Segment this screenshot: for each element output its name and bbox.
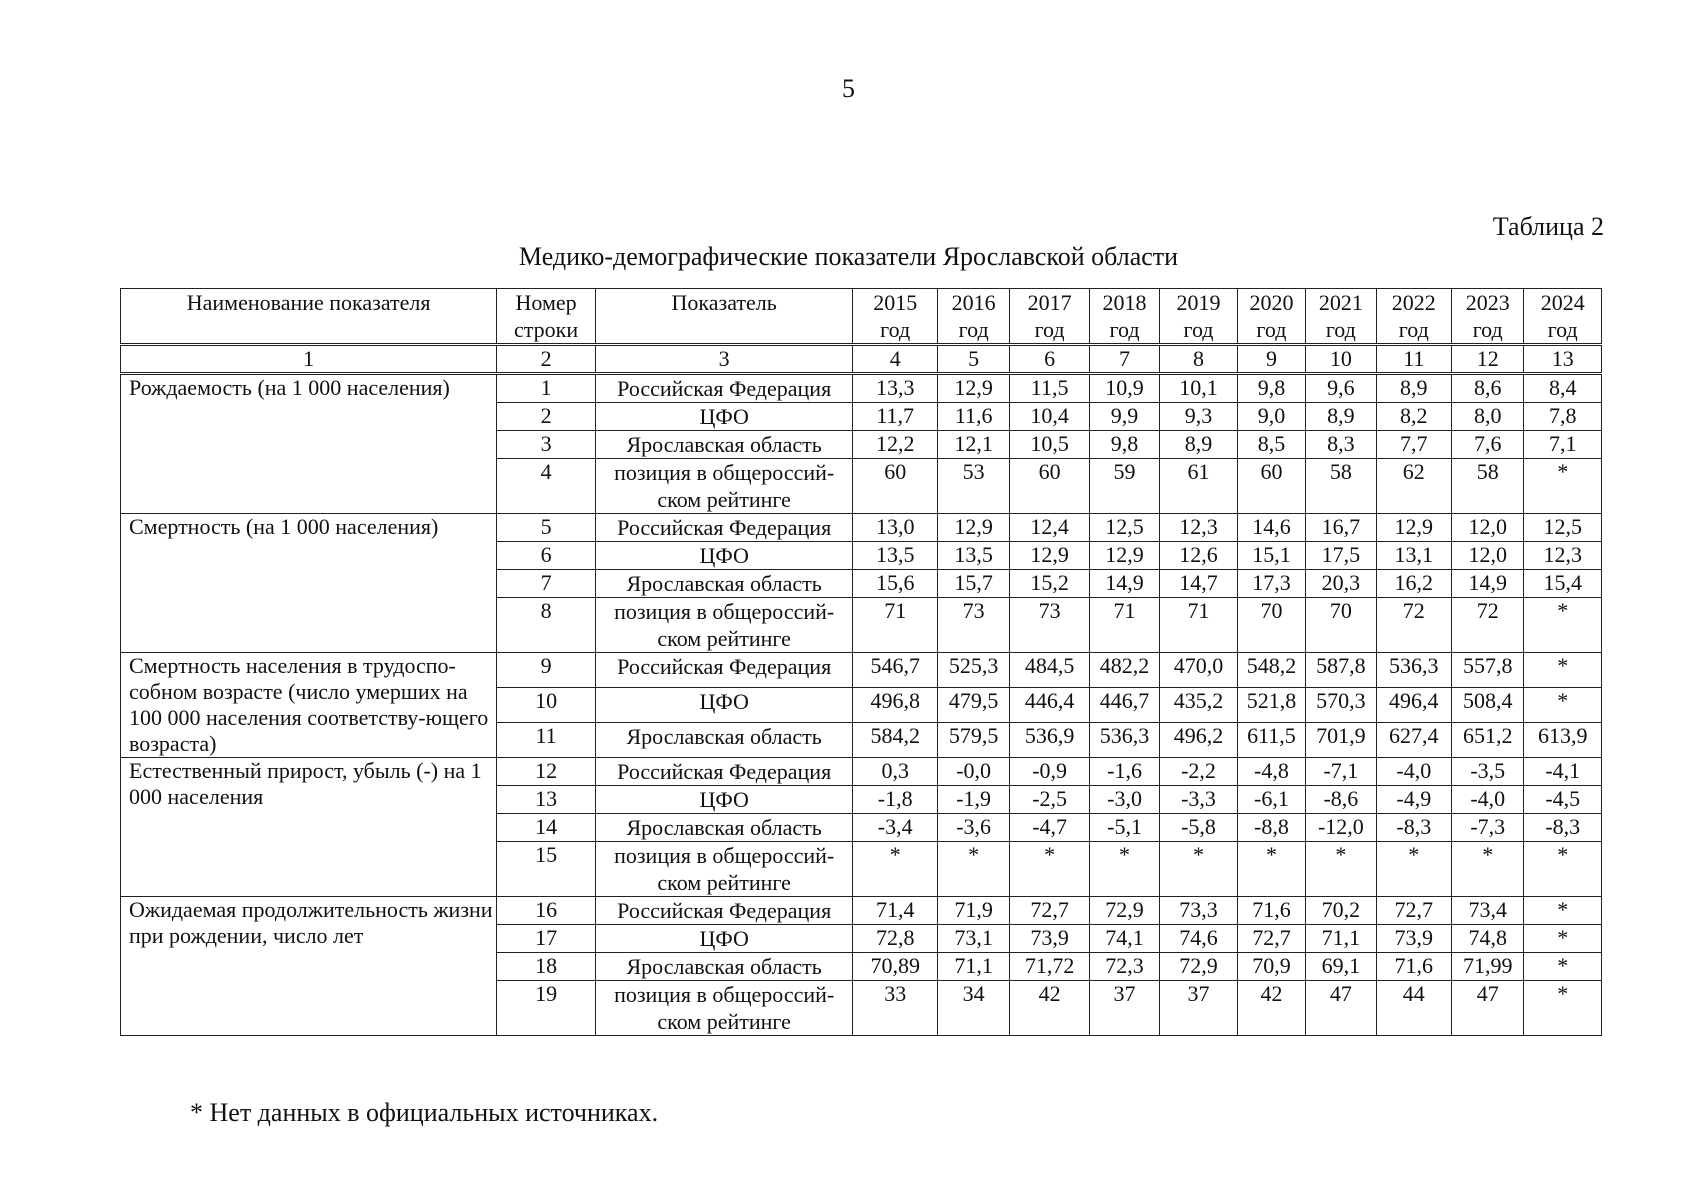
header-year: 2023 год — [1452, 289, 1524, 345]
row-number: 12 — [497, 758, 596, 786]
value-cell: 73 — [937, 598, 1009, 653]
group-name: Рождаемость (на 1 000 населения) — [121, 374, 497, 514]
value-cell: 73,9 — [1376, 925, 1451, 953]
value-cell: * — [1524, 842, 1602, 897]
value-cell: 71,1 — [1306, 925, 1376, 953]
value-cell: * — [1237, 842, 1305, 897]
value-cell: 15,4 — [1524, 570, 1602, 598]
row-number: 8 — [497, 598, 596, 653]
value-cell: 16,7 — [1306, 514, 1376, 542]
value-cell: -1,6 — [1089, 758, 1159, 786]
column-index: 6 — [1010, 345, 1089, 374]
value-cell: 9,0 — [1237, 403, 1305, 431]
column-index: 3 — [595, 345, 853, 374]
value-cell: -0,9 — [1010, 758, 1089, 786]
value-cell: -4,1 — [1524, 758, 1602, 786]
column-index: 7 — [1089, 345, 1159, 374]
value-cell: * — [1010, 842, 1089, 897]
value-cell: 13,3 — [853, 374, 938, 403]
value-cell: 69,1 — [1306, 953, 1376, 981]
value-cell: 70,89 — [853, 953, 938, 981]
value-cell: 10,5 — [1010, 431, 1089, 459]
value-cell: 484,5 — [1010, 653, 1089, 688]
column-index: 8 — [1160, 345, 1237, 374]
row-number: 6 — [497, 542, 596, 570]
value-cell: 10,1 — [1160, 374, 1237, 403]
value-cell: 15,1 — [1237, 542, 1305, 570]
value-cell: 11,5 — [1010, 374, 1089, 403]
value-cell: 71,4 — [853, 897, 938, 925]
value-cell: * — [1376, 842, 1451, 897]
value-cell: 60 — [1237, 459, 1305, 514]
row-number: 10 — [497, 688, 596, 723]
header-row — [121, 289, 1602, 345]
column-index: 12 — [1452, 345, 1524, 374]
value-cell: -4,0 — [1376, 758, 1451, 786]
value-cell: * — [937, 842, 1009, 897]
value-cell: 61 — [1160, 459, 1237, 514]
indicator-label: Ярославская область — [595, 431, 853, 459]
row-number: 7 — [497, 570, 596, 598]
value-cell: 70 — [1306, 598, 1376, 653]
value-cell: * — [1452, 842, 1524, 897]
value-cell: 435,2 — [1160, 688, 1237, 723]
group-name: Смертность (на 1 000 населения) — [121, 514, 497, 653]
value-cell: 14,7 — [1160, 570, 1237, 598]
value-cell: -5,8 — [1160, 814, 1237, 842]
value-cell: 12,2 — [853, 431, 938, 459]
value-cell: 37 — [1160, 981, 1237, 1036]
value-cell: 12,5 — [1524, 514, 1602, 542]
indicator-label: Российская Федерация — [595, 758, 853, 786]
row-number: 16 — [497, 897, 596, 925]
header-year: 2017 год — [1010, 289, 1089, 345]
row-number: 5 — [497, 514, 596, 542]
indicator-label: Ярославская область — [595, 814, 853, 842]
value-cell: 611,5 — [1237, 723, 1305, 758]
value-cell: 71,1 — [937, 953, 1009, 981]
value-cell: -4,5 — [1524, 786, 1602, 814]
table-row — [121, 897, 1602, 925]
value-cell: 12,4 — [1010, 514, 1089, 542]
row-number: 14 — [497, 814, 596, 842]
value-cell: 12,9 — [937, 514, 1009, 542]
value-cell: 11,7 — [853, 403, 938, 431]
value-cell: 73,4 — [1452, 897, 1524, 925]
value-cell: 72,9 — [1089, 897, 1159, 925]
value-cell: 9,8 — [1237, 374, 1305, 403]
value-cell: 482,2 — [1089, 653, 1159, 688]
value-cell: 536,3 — [1376, 653, 1451, 688]
value-cell: 557,8 — [1452, 653, 1524, 688]
value-cell: 73,9 — [1010, 925, 1089, 953]
value-cell: 72 — [1452, 598, 1524, 653]
row-number: 18 — [497, 953, 596, 981]
value-cell: 72,7 — [1237, 925, 1305, 953]
value-cell: -8,3 — [1524, 814, 1602, 842]
value-cell: 42 — [1237, 981, 1305, 1036]
value-cell: 12,0 — [1452, 514, 1524, 542]
header-name: Наименование показателя — [121, 289, 497, 345]
header-year: 2019 год — [1160, 289, 1237, 345]
value-cell: 651,2 — [1452, 723, 1524, 758]
value-cell: 37 — [1089, 981, 1159, 1036]
value-cell: 546,7 — [853, 653, 938, 688]
table-title: Медико-демографические показатели Ярославской области — [518, 242, 1179, 271]
value-cell: 579,5 — [937, 723, 1009, 758]
value-cell: * — [1524, 897, 1602, 925]
value-cell: 8,9 — [1160, 431, 1237, 459]
value-cell: -4,7 — [1010, 814, 1089, 842]
value-cell: 70,9 — [1237, 953, 1305, 981]
value-cell: 13,5 — [937, 542, 1009, 570]
value-cell: -2,2 — [1160, 758, 1237, 786]
value-cell: 60 — [853, 459, 938, 514]
value-cell: 12,9 — [1376, 514, 1451, 542]
value-cell: 74,6 — [1160, 925, 1237, 953]
value-cell: 62 — [1376, 459, 1451, 514]
value-cell: 58 — [1452, 459, 1524, 514]
indicator-label: ЦФО — [595, 542, 853, 570]
column-index: 11 — [1376, 345, 1451, 374]
value-cell: 548,2 — [1237, 653, 1305, 688]
row-number: 17 — [497, 925, 596, 953]
value-cell: 9,9 — [1089, 403, 1159, 431]
header-year: 2016 год — [937, 289, 1009, 345]
value-cell: 8,9 — [1376, 374, 1451, 403]
value-cell: 7,8 — [1524, 403, 1602, 431]
value-cell: 479,5 — [937, 688, 1009, 723]
value-cell: 8,2 — [1376, 403, 1451, 431]
row-number: 1 — [497, 374, 596, 403]
value-cell: 72,7 — [1376, 897, 1451, 925]
value-cell: 72,8 — [853, 925, 938, 953]
row-number: 9 — [497, 653, 596, 688]
value-cell: 14,6 — [1237, 514, 1305, 542]
value-cell: 9,8 — [1089, 431, 1159, 459]
table-row — [121, 653, 1602, 688]
value-cell: 59 — [1089, 459, 1159, 514]
indicator-label: позиция в общероссий-ском рейтинге — [595, 598, 853, 653]
indicator-label: Российская Федерация — [595, 897, 853, 925]
page-number: 5 — [842, 74, 855, 103]
value-cell: * — [1089, 842, 1159, 897]
value-cell: 496,8 — [853, 688, 938, 723]
value-cell: 446,4 — [1010, 688, 1089, 723]
value-cell: * — [1524, 953, 1602, 981]
value-cell: 42 — [1010, 981, 1089, 1036]
table-body — [121, 374, 1602, 1036]
value-cell: -4,0 — [1452, 786, 1524, 814]
value-cell: 525,3 — [937, 653, 1009, 688]
value-cell: -1,8 — [853, 786, 938, 814]
value-cell: 7,7 — [1376, 431, 1451, 459]
value-cell: 14,9 — [1452, 570, 1524, 598]
indicator-label: позиция в общероссий-ском рейтинге — [595, 842, 853, 897]
header-year: 2020 год — [1237, 289, 1305, 345]
value-cell: 47 — [1306, 981, 1376, 1036]
value-cell: 10,4 — [1010, 403, 1089, 431]
value-cell: * — [1524, 925, 1602, 953]
column-index: 1 — [121, 345, 497, 374]
value-cell: 33 — [853, 981, 938, 1036]
value-cell: 7,1 — [1524, 431, 1602, 459]
value-cell: 74,8 — [1452, 925, 1524, 953]
value-cell: 12,1 — [937, 431, 1009, 459]
value-cell: 71 — [853, 598, 938, 653]
indicator-label: Ярославская область — [595, 723, 853, 758]
value-cell: * — [1524, 981, 1602, 1036]
value-cell: -3,3 — [1160, 786, 1237, 814]
value-cell: 627,4 — [1376, 723, 1451, 758]
value-cell: 15,2 — [1010, 570, 1089, 598]
indicator-label: ЦФО — [595, 688, 853, 723]
indicator-label: ЦФО — [595, 925, 853, 953]
table-row — [121, 514, 1602, 542]
value-cell: -5,1 — [1089, 814, 1159, 842]
value-cell: 20,3 — [1306, 570, 1376, 598]
value-cell: -8,6 — [1306, 786, 1376, 814]
value-cell: 72,9 — [1160, 953, 1237, 981]
value-cell: 58 — [1306, 459, 1376, 514]
value-cell: 12,0 — [1452, 542, 1524, 570]
table-row — [121, 758, 1602, 786]
value-cell: 73,3 — [1160, 897, 1237, 925]
value-cell: 16,2 — [1376, 570, 1451, 598]
value-cell: -4,9 — [1376, 786, 1451, 814]
value-cell: * — [1524, 653, 1602, 688]
value-cell: * — [1524, 598, 1602, 653]
footnote: * Нет данных в официальных источниках. — [190, 1098, 659, 1127]
column-index: 10 — [1306, 345, 1376, 374]
table-row — [121, 374, 1602, 403]
value-cell: -3,5 — [1452, 758, 1524, 786]
value-cell: 613,9 — [1524, 723, 1602, 758]
value-cell: -8,8 — [1237, 814, 1305, 842]
row-number: 2 — [497, 403, 596, 431]
value-cell: 446,7 — [1089, 688, 1159, 723]
value-cell: 72,3 — [1089, 953, 1159, 981]
value-cell: 10,9 — [1089, 374, 1159, 403]
value-cell: -12,0 — [1306, 814, 1376, 842]
value-cell: * — [1160, 842, 1237, 897]
value-cell: -7,1 — [1306, 758, 1376, 786]
column-index-row — [121, 345, 1602, 374]
value-cell: 15,6 — [853, 570, 938, 598]
value-cell: 71,9 — [937, 897, 1009, 925]
value-cell: 44 — [1376, 981, 1451, 1036]
value-cell: 496,4 — [1376, 688, 1451, 723]
indicator-label: Российская Федерация — [595, 374, 853, 403]
value-cell: -6,1 — [1237, 786, 1305, 814]
value-cell: 53 — [937, 459, 1009, 514]
value-cell: 17,5 — [1306, 542, 1376, 570]
value-cell: 73,1 — [937, 925, 1009, 953]
header-row-no: Номер строки — [497, 289, 596, 345]
column-index: 2 — [497, 345, 596, 374]
row-number: 19 — [497, 981, 596, 1036]
value-cell: 496,2 — [1160, 723, 1237, 758]
value-cell: 13,5 — [853, 542, 938, 570]
indicator-label: Ярославская область — [595, 953, 853, 981]
value-cell: 73 — [1010, 598, 1089, 653]
value-cell: 521,8 — [1237, 688, 1305, 723]
value-cell: 71,72 — [1010, 953, 1089, 981]
value-cell: 71 — [1089, 598, 1159, 653]
value-cell: 60 — [1010, 459, 1089, 514]
value-cell: * — [1524, 459, 1602, 514]
value-cell: * — [853, 842, 938, 897]
indicator-label: Российская Федерация — [595, 514, 853, 542]
value-cell: 8,4 — [1524, 374, 1602, 403]
value-cell: 536,3 — [1089, 723, 1159, 758]
value-cell: 72,7 — [1010, 897, 1089, 925]
value-cell: -8,3 — [1376, 814, 1451, 842]
value-cell: 74,1 — [1089, 925, 1159, 953]
value-cell: 12,9 — [1089, 542, 1159, 570]
value-cell: -0,0 — [937, 758, 1009, 786]
value-cell: 71 — [1160, 598, 1237, 653]
group-name: Естественный прирост, убыль (-) на 1 000 населения — [121, 758, 497, 897]
value-cell: 15,7 — [937, 570, 1009, 598]
value-cell: 12,9 — [1010, 542, 1089, 570]
row-number: 13 — [497, 786, 596, 814]
value-cell: 12,3 — [1160, 514, 1237, 542]
row-number: 11 — [497, 723, 596, 758]
header-year: 2015 год — [853, 289, 938, 345]
value-cell: 0,3 — [853, 758, 938, 786]
value-cell: 34 — [937, 981, 1009, 1036]
value-cell: -7,3 — [1452, 814, 1524, 842]
value-cell: 17,3 — [1237, 570, 1305, 598]
value-cell: 536,9 — [1010, 723, 1089, 758]
value-cell: -3,4 — [853, 814, 938, 842]
value-cell: 11,6 — [937, 403, 1009, 431]
indicator-label: ЦФО — [595, 403, 853, 431]
column-index: 13 — [1524, 345, 1602, 374]
value-cell: 584,2 — [853, 723, 938, 758]
value-cell: 13,1 — [1376, 542, 1451, 570]
value-cell: 8,9 — [1306, 403, 1376, 431]
value-cell: 70,2 — [1306, 897, 1376, 925]
group-name: Ожидаемая продолжительность жизни при рождении, число лет — [121, 897, 497, 1036]
value-cell: 470,0 — [1160, 653, 1237, 688]
value-cell: * — [1524, 688, 1602, 723]
value-cell: -4,8 — [1237, 758, 1305, 786]
indicator-label: Ярославская область — [595, 570, 853, 598]
table-label: Таблица 2 — [1492, 212, 1604, 241]
value-cell: 12,3 — [1524, 542, 1602, 570]
value-cell: 7,6 — [1452, 431, 1524, 459]
value-cell: 701,9 — [1306, 723, 1376, 758]
value-cell: 12,6 — [1160, 542, 1237, 570]
value-cell: 13,0 — [853, 514, 938, 542]
header-year: 2022 год — [1376, 289, 1451, 345]
value-cell: 9,3 — [1160, 403, 1237, 431]
value-cell: 570,3 — [1306, 688, 1376, 723]
value-cell: 8,6 — [1452, 374, 1524, 403]
value-cell: -3,0 — [1089, 786, 1159, 814]
value-cell: * — [1306, 842, 1376, 897]
demographics-table — [120, 288, 1602, 1036]
value-cell: 12,9 — [937, 374, 1009, 403]
column-index: 4 — [853, 345, 938, 374]
indicator-label: Российская Федерация — [595, 653, 853, 688]
value-cell: 8,0 — [1452, 403, 1524, 431]
indicator-label: позиция в общероссий-ском рейтинге — [595, 459, 853, 514]
value-cell: 71,6 — [1376, 953, 1451, 981]
value-cell: 12,5 — [1089, 514, 1159, 542]
indicator-label: позиция в общероссий-ском рейтинге — [595, 981, 853, 1036]
value-cell: 72 — [1376, 598, 1451, 653]
value-cell: 8,3 — [1306, 431, 1376, 459]
column-index: 9 — [1237, 345, 1305, 374]
column-index: 5 — [937, 345, 1009, 374]
indicator-label: ЦФО — [595, 786, 853, 814]
value-cell: 71,99 — [1452, 953, 1524, 981]
value-cell: 508,4 — [1452, 688, 1524, 723]
value-cell: 71,6 — [1237, 897, 1305, 925]
value-cell: -1,9 — [937, 786, 1009, 814]
header-indicator: Показатель — [595, 289, 853, 345]
header-year: 2021 год — [1306, 289, 1376, 345]
value-cell: 587,8 — [1306, 653, 1376, 688]
value-cell: 9,6 — [1306, 374, 1376, 403]
header-year: 2018 год — [1089, 289, 1159, 345]
value-cell: -2,5 — [1010, 786, 1089, 814]
header-year: 2024 год — [1524, 289, 1602, 345]
value-cell: 14,9 — [1089, 570, 1159, 598]
row-number: 15 — [497, 842, 596, 897]
row-number: 3 — [497, 431, 596, 459]
value-cell: 70 — [1237, 598, 1305, 653]
row-number: 4 — [497, 459, 596, 514]
value-cell: 47 — [1452, 981, 1524, 1036]
group-name: Смертность населения в трудоспо-собном возрасте (число умерших на 100 000 населения соответству-ющего возраста) — [121, 653, 497, 758]
value-cell: -3,6 — [937, 814, 1009, 842]
value-cell: 8,5 — [1237, 431, 1305, 459]
